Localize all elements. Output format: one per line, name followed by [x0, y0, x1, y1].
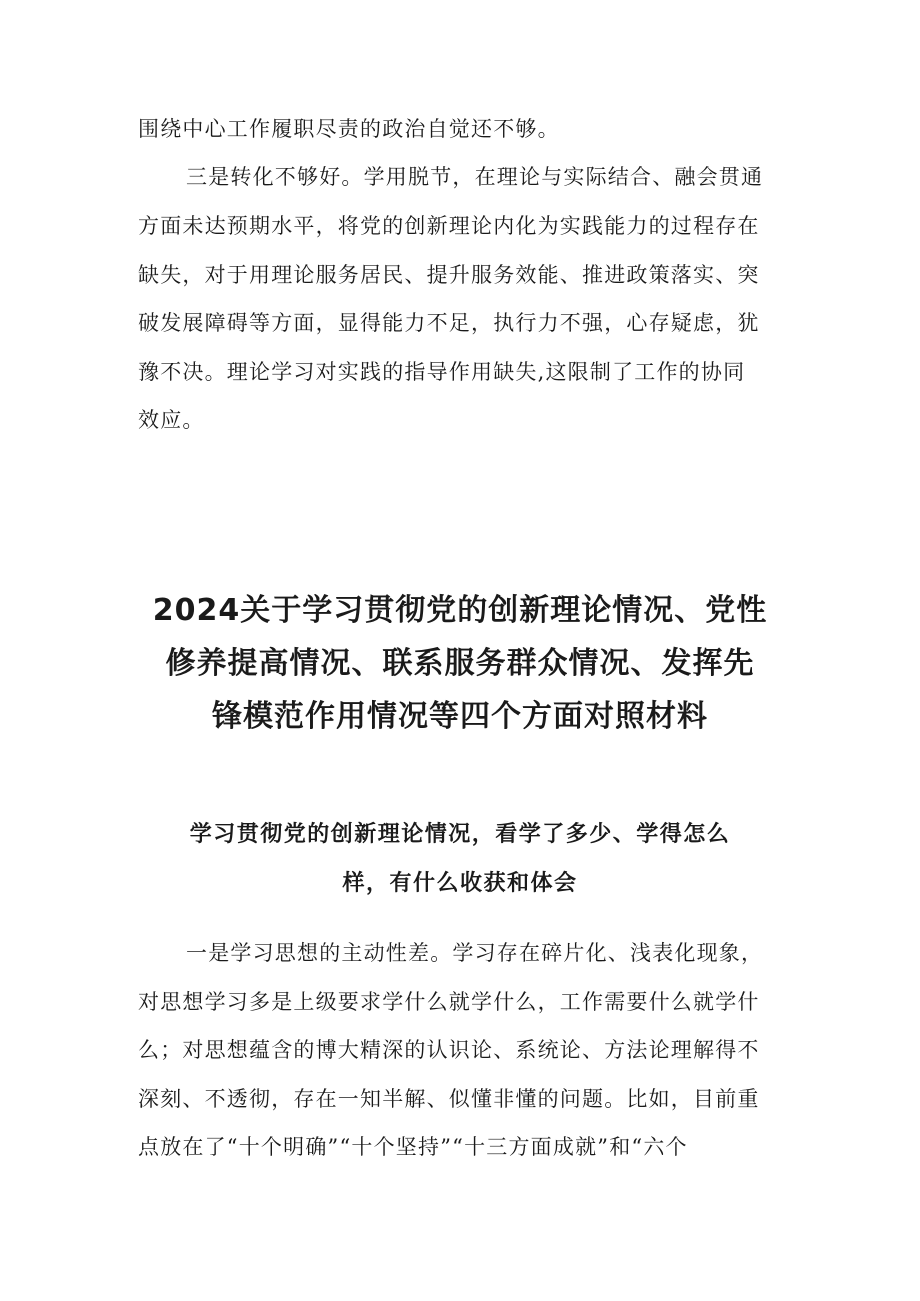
paragraph-line: 豫不决。理论学习对实践的指导作用缺失,这限制了工作的协同 [138, 360, 746, 384]
paragraph-line: 破发展障碍等方面，显得能力不足，执行力不强，心存疑虑，犹 [138, 311, 760, 335]
paragraph-line: 深刻、不透彻，存在一知半解、似懂非懂的问题。比如，目前重 [138, 1087, 760, 1111]
document-title-line: 锋模范作用情况等四个方面对照材料 [212, 699, 708, 734]
paragraph-line: 围绕中心工作履职尽责的政治自觉还不够。 [138, 117, 560, 141]
paragraph-line: 一是学习思想的主动性差。学习存在碎片化、浅表化现象， [186, 941, 764, 965]
section-heading-line: 样，有什么收获和体会 [342, 870, 578, 896]
document-title-line: 2024关于学习贯彻党的创新理论情况、党性 [152, 593, 768, 628]
paragraph-line: 方面未达预期水平，将党的创新理论内化为实践能力的过程存在 [138, 214, 760, 238]
paragraph-line: 点放在了“十个明确”“十个坚持”“十三方面成就”和“六个 [138, 1135, 688, 1159]
paragraph-line: 缺失，对于用理论服务居民、提升服务效能、推进政策落实、突 [138, 263, 760, 287]
paragraph-line: 对思想学习多是上级要求学什么就学什么，工作需要什么就学什 [138, 990, 760, 1014]
paragraph-line: 三是转化不够好。学用脱节，在理论与实际结合、融会贯通 [186, 165, 764, 189]
paragraph-line: 效应。 [138, 408, 205, 432]
paragraph-line: 么；对思想蕴含的博大精深的认识论、系统论、方法论理解得不 [138, 1038, 760, 1062]
section-heading-line: 学习贯彻党的创新理论情况，看学了多少、学得怎么 [189, 821, 731, 847]
document-title-line: 修养提高情况、联系服务群众情况、发挥先 [165, 646, 755, 681]
